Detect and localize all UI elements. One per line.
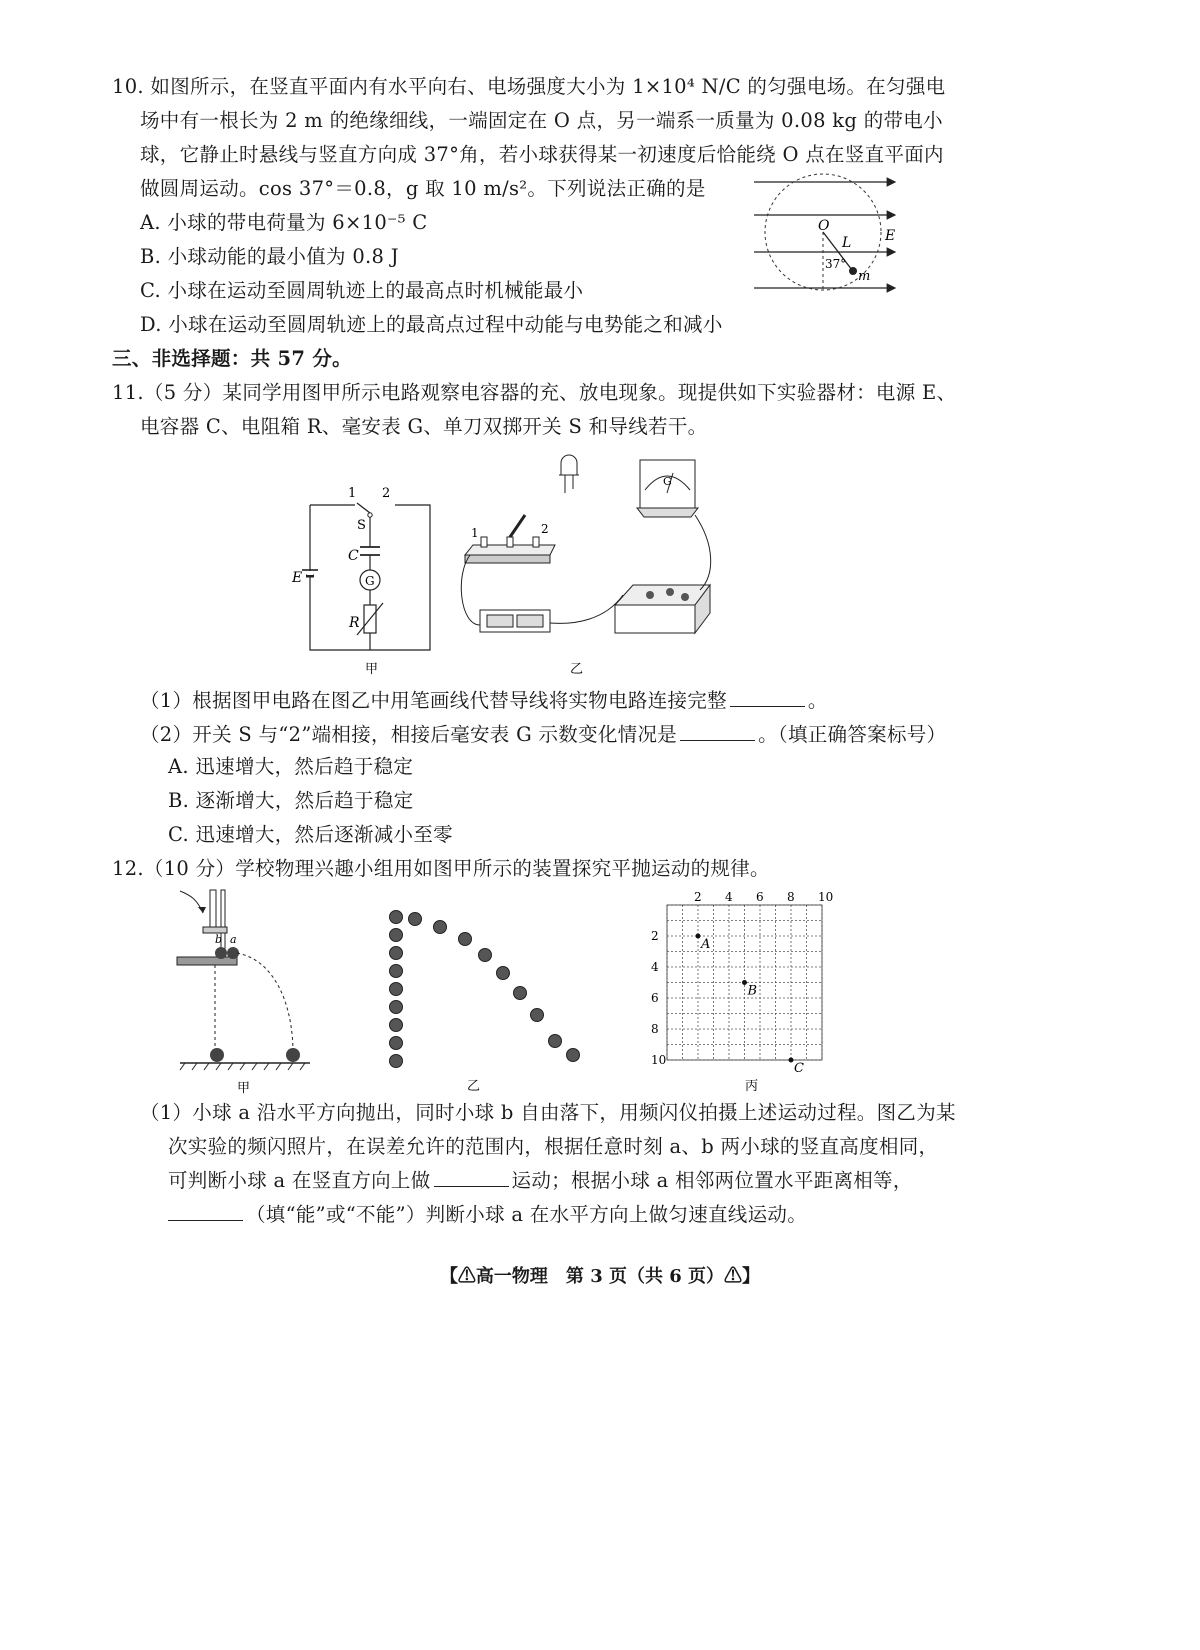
grid-point-label: B <box>747 983 758 999</box>
q10-field-figure <box>750 170 910 300</box>
y-tick-label: 4 <box>651 960 659 974</box>
grid-point <box>696 934 701 939</box>
q12-apparatus-jia <box>175 885 310 1095</box>
y-tick-label: 6 <box>651 991 659 1005</box>
strobe-ball-b <box>390 1055 403 1068</box>
q10-line-3: 球，它静止时悬线与竖直方向成 37°角，若小球获得某一初速度后恰能绕 O 点在竖直平面内 <box>140 143 944 166</box>
q12-sub1-line-2: 次实验的频闪照片，在误差允许的范围内，根据任意时刻 a、b 两小球的竖直高度相同， <box>168 1135 939 1158</box>
q11-sub1-end: 。 <box>807 689 828 712</box>
strobe-ball-b <box>390 929 403 942</box>
q11-line-1: 11.（5 分）某同学用图甲所示电路观察电容器的充、放电现象。现提供如下实验器材：电源 E、 <box>112 381 957 404</box>
strobe-ball-b <box>390 983 403 996</box>
x-tick-label: 2 <box>694 890 702 904</box>
q10-line-4: 做圆周运动。cos 37°＝0.8，g 取 10 m/s²。下列说法正确的是 <box>140 177 706 200</box>
label-a: a <box>230 933 237 946</box>
label-c: C <box>348 548 359 564</box>
q11-sub2 <box>140 720 946 750</box>
strobe-ball-a <box>514 987 527 1000</box>
grid-ticks <box>651 890 833 1067</box>
q11-sub1-text: （1）根据图甲电路在图乙中用笔画线代替导线将实物电路连接完整 <box>140 689 727 712</box>
caption-jia: 甲 <box>237 1081 251 1096</box>
strobe-ball-b <box>390 911 403 924</box>
y-tick-label: 2 <box>651 929 659 943</box>
strobe-ball-b <box>390 947 403 960</box>
strobe-balls <box>390 911 580 1068</box>
strobe-ball-b <box>390 1019 403 1032</box>
label-m: m <box>858 269 871 284</box>
grid-point-label: C <box>794 1061 804 1076</box>
q11-option-c: C. 迅速增大，然后逐渐减小至零 <box>168 823 453 846</box>
strobe-ball-a <box>549 1035 562 1048</box>
strobe-ball-a <box>497 967 510 980</box>
grid-point <box>789 1058 794 1063</box>
led-icon <box>559 455 579 493</box>
q11-circuit-jia <box>285 475 445 680</box>
strobe-ball-a <box>567 1049 580 1062</box>
q10-line-1: 10. 如图所示，在竖直平面内有水平向右、电场强度大小为 1×10⁴ N/C 的匀强电场。在匀强电 <box>112 75 946 98</box>
caption-jia: 甲 <box>365 662 379 677</box>
charged-ball <box>849 267 857 275</box>
x-tick-label: 8 <box>787 890 795 904</box>
q10-option-b: B. 小球动能的最小值为 0.8 J <box>140 245 399 268</box>
q11-sub1-blank[interactable] <box>730 688 805 707</box>
x-tick-label: 10 <box>818 890 834 904</box>
label-b: b <box>215 933 223 946</box>
strobe-ball-a <box>531 1009 544 1022</box>
q12-sub1-line-3 <box>168 1166 913 1196</box>
strobe-ball-a <box>434 921 447 934</box>
strobe-ball-a <box>459 933 472 946</box>
label-e: E <box>292 570 303 586</box>
q10-line-2: 场中有一根长为 2 m 的绝缘细线，一端固定在 O 点，另一端系一质量为 0.08 kg 的带电小 <box>140 109 943 132</box>
q12-sub1-line-1: （1）小球 a 沿水平方向抛出，同时小球 b 自由落下，用频闪仪拍摄上述运动过程。图乙为某 <box>140 1101 956 1124</box>
milliammeter <box>637 460 698 517</box>
q11-sub2-blank[interactable] <box>680 722 755 741</box>
q12-strobe-yi <box>385 905 595 1095</box>
strobe-ball-a <box>479 949 492 962</box>
battery-pack <box>480 610 550 632</box>
grid-point-label: A <box>701 937 711 952</box>
q11-sub1 <box>140 686 828 716</box>
q10-option-d: D. 小球在运动至圆周轨迹上的最高点过程中动能与电势能之和减小 <box>140 313 723 336</box>
switch-label-2: 2 <box>541 522 549 536</box>
q10-option-a: A. 小球的带电荷量为 6×10⁻⁵ C <box>140 211 428 234</box>
q12-blank-2[interactable] <box>168 1202 243 1221</box>
x-tick-label: 6 <box>756 890 764 904</box>
label-g: G <box>365 574 375 588</box>
x-tick-label: 4 <box>725 890 733 904</box>
strobe-ball-b <box>390 965 403 978</box>
q10-option-c: C. 小球在运动至圆周轨迹上的最高点时机械能最小 <box>140 279 584 302</box>
label-2: 2 <box>382 486 391 501</box>
q11-circuit-yi <box>455 445 725 680</box>
caption-yi: 乙 <box>570 662 584 677</box>
label-l: L <box>842 235 852 251</box>
q11-line-2: 电容器 C、电阻箱 R、毫安表 G、单刀双掷开关 S 和导线若干。 <box>140 415 708 438</box>
q11-sub2-text: （2）开关 S 与“2”端相接，相接后毫安表 G 示数变化情况是 <box>140 723 678 746</box>
grid-point <box>742 980 747 985</box>
q12-blank-1[interactable] <box>434 1168 509 1187</box>
label-e: E <box>885 228 896 244</box>
label-s: S <box>357 518 366 533</box>
q12-sub1-line-4-text: （填“能”或“不能”）判断小球 a 在水平方向上做匀速直线运动。 <box>246 1203 807 1226</box>
label-1: 1 <box>348 486 357 501</box>
q11-option-a: A. 迅速增大，然后趋于稳定 <box>168 755 414 778</box>
y-tick-label: 10 <box>651 1053 667 1067</box>
label-r: R <box>349 615 360 631</box>
q12-sub1-line-4 <box>168 1200 807 1230</box>
strobe-ball-b <box>390 1037 403 1050</box>
meter-label-g: G <box>663 475 672 488</box>
caption-yi: 乙 <box>467 1079 481 1094</box>
label-o: O <box>818 218 830 234</box>
q12-sub1-line-3a: 可判断小球 a 在竖直方向上做 <box>168 1169 431 1192</box>
page-footer: 【⚠高一物理 第 3 页（共 6 页）⚠】 <box>439 1266 761 1287</box>
grid-points <box>696 934 805 1077</box>
section-3-title: 三、非选择题：共 57 分。 <box>112 347 352 370</box>
q12-line-1: 12.（10 分）学校物理兴趣小组用如图甲所示的装置探究平抛运动的规律。 <box>112 857 770 880</box>
q11-option-b: B. 逐渐增大，然后趋于稳定 <box>168 789 414 812</box>
resistance-box <box>615 585 710 633</box>
switch-board <box>465 515 555 563</box>
q12-sub1-line-3b: 运动；根据小球 a 相邻两位置水平距离相等， <box>511 1169 913 1192</box>
caption-bing: 丙 <box>745 1079 759 1094</box>
q11-sub2-end: 。（填正确答案标号） <box>758 723 947 746</box>
strobe-ball-b <box>390 1001 403 1014</box>
q12-grid-bing <box>645 885 845 1095</box>
label-angle: 37° <box>825 257 847 271</box>
y-tick-label: 8 <box>651 1022 659 1036</box>
strobe-ball-a <box>409 913 422 926</box>
switch-label-1: 1 <box>471 526 479 540</box>
